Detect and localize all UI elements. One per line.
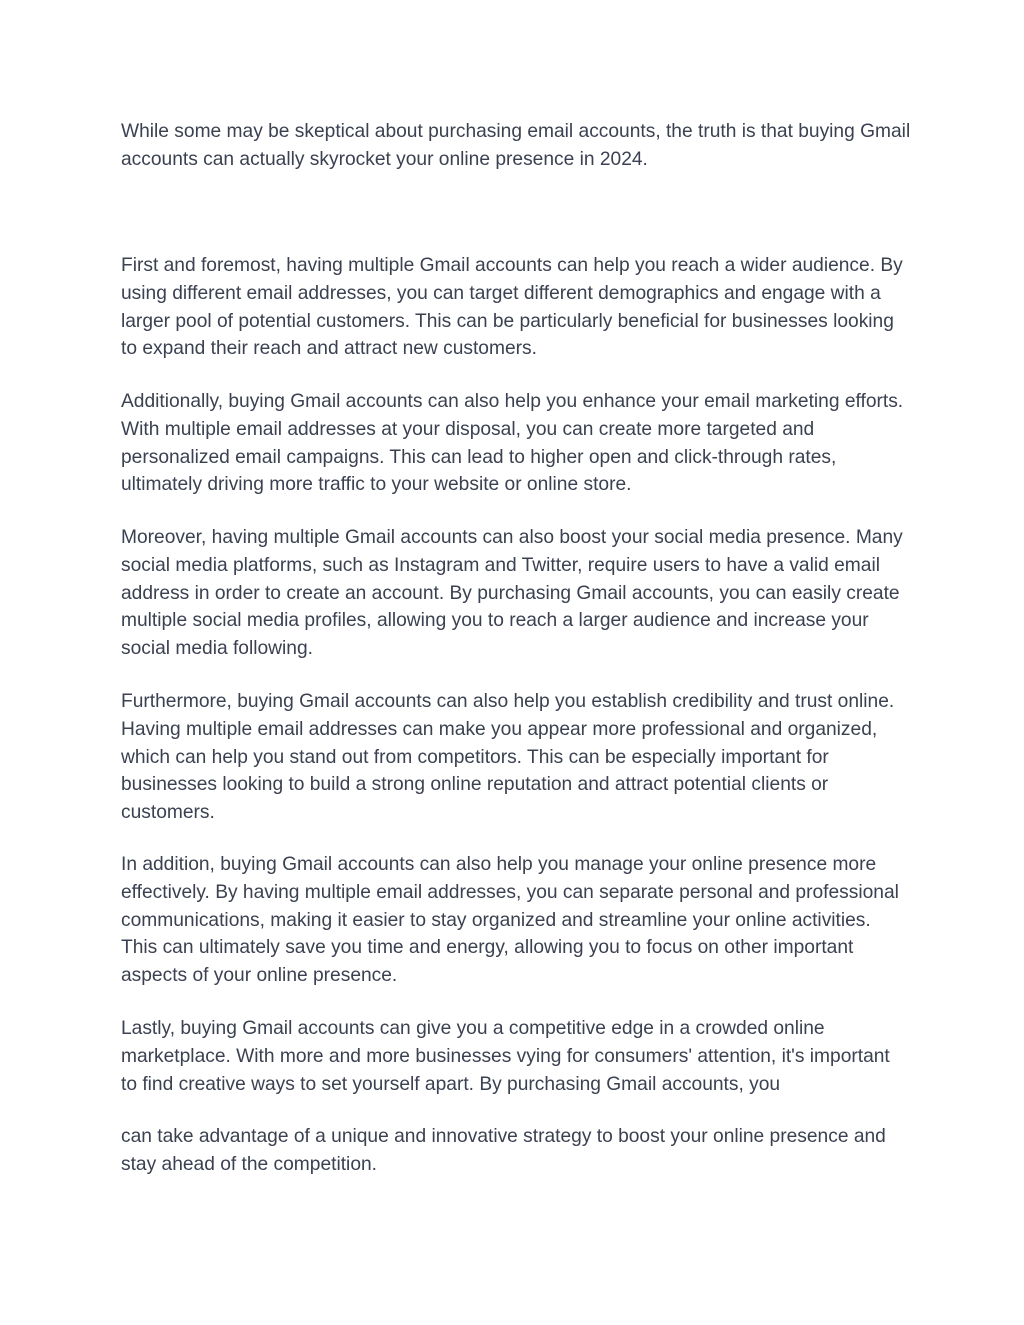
paragraph-credibility: Furthermore, buying Gmail accounts can also help you establish credibility and trust online. Having multiple email addresses can make you appear more professional and organized, which can help you stand out from competitors. This can be especially important for businesses looking to build a strong online reputation and attract potential clients or customers. — [121, 691, 895, 824]
paragraph-manage-presence: In addition, buying Gmail accounts can also help you manage your online presence more effectively. By having multiple email addresses, you can separate personal and professional communications, making it easier to stay organized and streamline your online activities. This can ultimately save you time and energy, allowing you to focus on other important aspects of your online presence. — [121, 854, 899, 987]
paragraph-social-media: Moreover, having multiple Gmail accounts can also boost your social media presence. Many social media platforms, such as Instagram and Twitter, require users to have a valid email address in order to create an account. By purchasing Gmail accounts, you can easily create multiple social media profiles, allowing you to reach a larger audience and increase your social media following. — [121, 527, 903, 660]
paragraph-conclusion: can take advantage of a unique and innovative strategy to boost your online presence and stay ahead of the competition. — [121, 1126, 886, 1175]
paragraph-wider-audience: First and foremost, having multiple Gmail accounts can help you reach a wider audience. By using different email addresses, you can target different demographics and engage with a larger pool of potential customers. This can be particularly beneficial for businesses looking to expand their reach and attract new customers. — [121, 255, 903, 360]
paragraph-email-marketing: Additionally, buying Gmail accounts can also help you enhance your email marketing efforts. With multiple email addresses at your disposal, you can create more targeted and personalized email campaigns. This can lead to higher open and click-through rates, ultimately driving more traffic to your website or online store. — [121, 391, 904, 496]
intro-paragraph: While some may be skeptical about purchasing email accounts, the truth is that buying Gmail accounts can actually skyrocket your online presence in 2024. — [121, 121, 911, 170]
paragraph-competitive-edge: Lastly, buying Gmail accounts can give you a competitive edge in a crowded online marketplace. With more and more businesses vying for consumers' attention, it's important to find creative ways to set yourself apart. By purchasing Gmail accounts, you — [121, 1018, 890, 1095]
